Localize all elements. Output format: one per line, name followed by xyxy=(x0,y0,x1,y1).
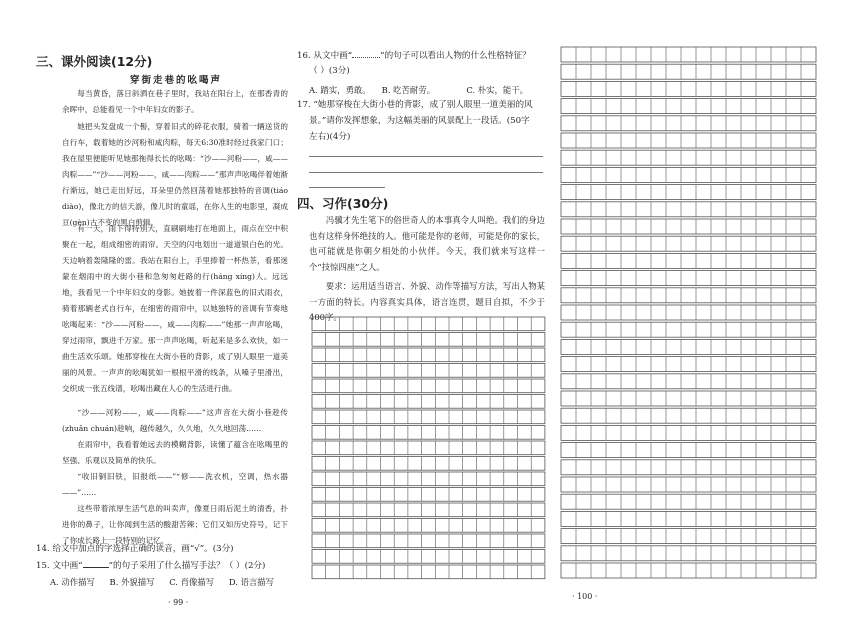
writing-prompt: 冯骥才先生笔下的俗世奇人的本事真令人叫绝。我们的身边也有这样身怀绝技的人。他可能是你的老师，可能是你的家长，也可能就是你朝夕相处的小伙伴。今天，我们就来写这样一个“技惊四座”之人。 xyxy=(309,215,545,272)
grid-row[interactable] xyxy=(561,167,816,182)
paragraph-1: 每当黄昏，落日斜洒在巷子里时，我站在阳台上，在那香青的余晖中，总能看见一个中年妇女的影子。 xyxy=(62,89,288,114)
question-15-options xyxy=(50,576,274,588)
grid-row[interactable] xyxy=(312,317,545,331)
writing-requirements: 要求：运用适当语言、外貌、动作等描写方法，写出人物某一方面的特长。内容真实具体，语言连贯，题目自拟，不少于400字。 xyxy=(309,281,545,322)
grid-row[interactable] xyxy=(312,488,545,502)
grid-row[interactable] xyxy=(561,219,816,234)
grid-row[interactable] xyxy=(561,357,816,372)
answer-line[interactable] xyxy=(309,156,543,157)
grid-row[interactable] xyxy=(561,443,816,458)
question-17-line-1: 17. “她那穿梭在大街小巷的背影，成了别人眼里一道美丽的风 xyxy=(297,100,533,110)
writing-grid[interactable] xyxy=(561,47,817,580)
grid-row[interactable] xyxy=(561,408,816,423)
grid-row[interactable] xyxy=(312,410,545,424)
option-a[interactable]: A. 动作描写 xyxy=(50,577,95,587)
option-c[interactable]: C. 朴实，能干。 xyxy=(466,85,529,95)
answer-line[interactable] xyxy=(309,187,385,188)
paragraph-3: 有一天，雨下得特别大，直刷刷地打在地面上，雨点在空中积聚在一起，组成细密的雨帘。天空的闪电划出一道道银白色的光。天边响着轰隆隆的雷。我站在阳台上，手里捧着一杯热茶，看那迷蒙在烟雨中的大街小巷和急匆匆赶路的行(háng xíng)人。远远地，我看见一个中年妇女的身影。她披着一件深蓝色的旧式雨衣，骑着那辆老式自行车，在细密的雨帘中，以她独特的音调有节奏地吆喝起来：“沙——河粉——，咸——肉粽——”她那一声声吆喝，穿过雨帘，飘进千万家。那一声声吆喝，听起来是多么欢快，如一曲生活欢乐颂。她那穿梭在大街小巷的背影，成了别人眼里一道美丽的风景。一声声的吆喝犹如一根根平滑的线条，从嗓子里滑出，交织成一张五线谱，吆喝出藏在人心的生活进行曲。 xyxy=(62,224,288,393)
grid-row[interactable] xyxy=(312,441,545,455)
grid-row[interactable] xyxy=(312,550,545,564)
question-16-prefix: 16. 从文中画“ xyxy=(297,51,353,61)
grid-row[interactable] xyxy=(312,395,545,409)
question-16-options xyxy=(309,84,528,96)
grid-row[interactable] xyxy=(561,64,816,79)
paragraph-5: 在雨帘中，我看着她远去的模糊背影，读懂了蕴含在吆喝里的坚强、乐观以及简单的快乐。 xyxy=(62,440,288,465)
question-16 xyxy=(297,48,531,64)
grid-row[interactable] xyxy=(561,494,816,509)
grid-row[interactable] xyxy=(561,322,816,337)
option-a[interactable]: A. 踏实，勇敢。 xyxy=(309,85,371,95)
grid-row[interactable] xyxy=(561,47,816,62)
question-14: 14. 给文中加点的字选择正确的读音，画“√”。(3分) xyxy=(36,544,234,554)
paragraph-4: “沙——河粉——，咸——肉粽——”这声音在大街小巷趁传(zhuǎn chuán)趁响，越传越久，久久地，久久地回荡…… xyxy=(62,408,288,433)
page-number-right: · 100 · xyxy=(572,592,598,601)
grid-row[interactable] xyxy=(561,185,816,200)
paragraph-6: “收旧铜旧铁，旧报纸——”“修——洗衣机，空调，热水器——”…… xyxy=(62,472,288,497)
writing-grid[interactable] xyxy=(312,317,545,579)
option-b[interactable]: B. 外貌描写 xyxy=(109,577,155,587)
answer-blank xyxy=(352,48,380,58)
question-16-score: （ ）(3分) xyxy=(309,66,350,76)
grid-row[interactable] xyxy=(561,305,816,320)
grid-row[interactable] xyxy=(312,565,545,579)
grid-row[interactable] xyxy=(561,236,816,251)
option-b[interactable]: B. 吃苦耐劳。 xyxy=(381,85,436,95)
grid-row[interactable] xyxy=(561,460,816,475)
grid-row[interactable] xyxy=(561,271,816,286)
paragraph-2: 她把头发盘成一个髻，穿着旧式的碎花衣服，骑着一辆送货的自行车，载着她的沙河粉和咸肉粽，每天6:30准时经过我家门口；我在屋里便能听见她那拖得长长的吆喝：“沙——河粉——，咸——肉粽——”“沙——河粉——，咸——肉粽——”那声声吆喝伴着她渐行渐远，她已走出好远，耳朵里仍然回荡着她那独特的音调(tiáo diào)，像北方的信天游，像儿时的童谣，在你人生的电影里，凝成亘(gèn)古不变的黑白剪辑。 xyxy=(62,122,288,227)
grid-row[interactable] xyxy=(561,116,816,131)
option-c[interactable]: C. 肖像描写 xyxy=(169,577,215,587)
grid-row[interactable] xyxy=(312,534,545,548)
page-number-left: · 99 · xyxy=(168,598,189,607)
option-d[interactable]: D. 语言描写 xyxy=(228,577,275,587)
grid-row[interactable] xyxy=(312,503,545,517)
grid-row[interactable] xyxy=(561,202,816,217)
grid-row[interactable] xyxy=(561,374,816,389)
grid-row[interactable] xyxy=(312,457,545,471)
grid-row[interactable] xyxy=(561,511,816,526)
grid-row[interactable] xyxy=(312,364,545,378)
grid-row[interactable] xyxy=(561,339,816,354)
grid-row[interactable] xyxy=(561,425,816,440)
grid-row[interactable] xyxy=(312,472,545,486)
article-title: 穿街走巷的吆喝声 xyxy=(129,75,222,86)
grid-row[interactable] xyxy=(561,253,816,268)
answer-line[interactable] xyxy=(309,172,543,173)
grid-row[interactable] xyxy=(561,477,816,492)
grid-row[interactable] xyxy=(561,150,816,165)
grid-row[interactable] xyxy=(561,546,816,561)
grid-row[interactable] xyxy=(312,379,545,393)
paragraph-7: 这些带着浓厚生活气息的叫卖声，像夏日雨后泥土的清香，扑进你的鼻子，让你闻到生活的酸甜苦辣；它们又如历史符号，记下了你成长路上一段特别的记忆。 xyxy=(62,504,288,545)
grid-row[interactable] xyxy=(312,426,545,440)
grid-row[interactable] xyxy=(561,563,816,578)
grid-row[interactable] xyxy=(561,288,816,303)
grid-row[interactable] xyxy=(561,391,816,406)
grid-row[interactable] xyxy=(561,529,816,544)
answer-blank xyxy=(83,558,109,568)
grid-row[interactable] xyxy=(561,133,816,148)
question-17-line-3: 左右)(4分) xyxy=(309,132,351,142)
grid-row[interactable] xyxy=(312,519,545,533)
question-15-suffix: ”的句子采用了什么描写手法？（ ）(2分) xyxy=(108,561,266,571)
grid-row[interactable] xyxy=(312,333,545,347)
grid-row[interactable] xyxy=(312,348,545,362)
question-15-prefix: 15. 文中画“ xyxy=(36,561,83,571)
reading-section-title: 三、课外阅读(12分) xyxy=(36,54,153,69)
question-15 xyxy=(36,558,265,574)
question-16-suffix: ”的句子可以看出人物的什么性格特征？ xyxy=(380,51,531,61)
grid-row[interactable] xyxy=(561,81,816,96)
writing-section-title: 四、习作(30分) xyxy=(297,196,389,211)
grid-row[interactable] xyxy=(561,99,816,114)
question-17-line-2: 景。”请你发挥想象，为这幅美丽的风景配上一段话。(50字 xyxy=(309,116,530,126)
